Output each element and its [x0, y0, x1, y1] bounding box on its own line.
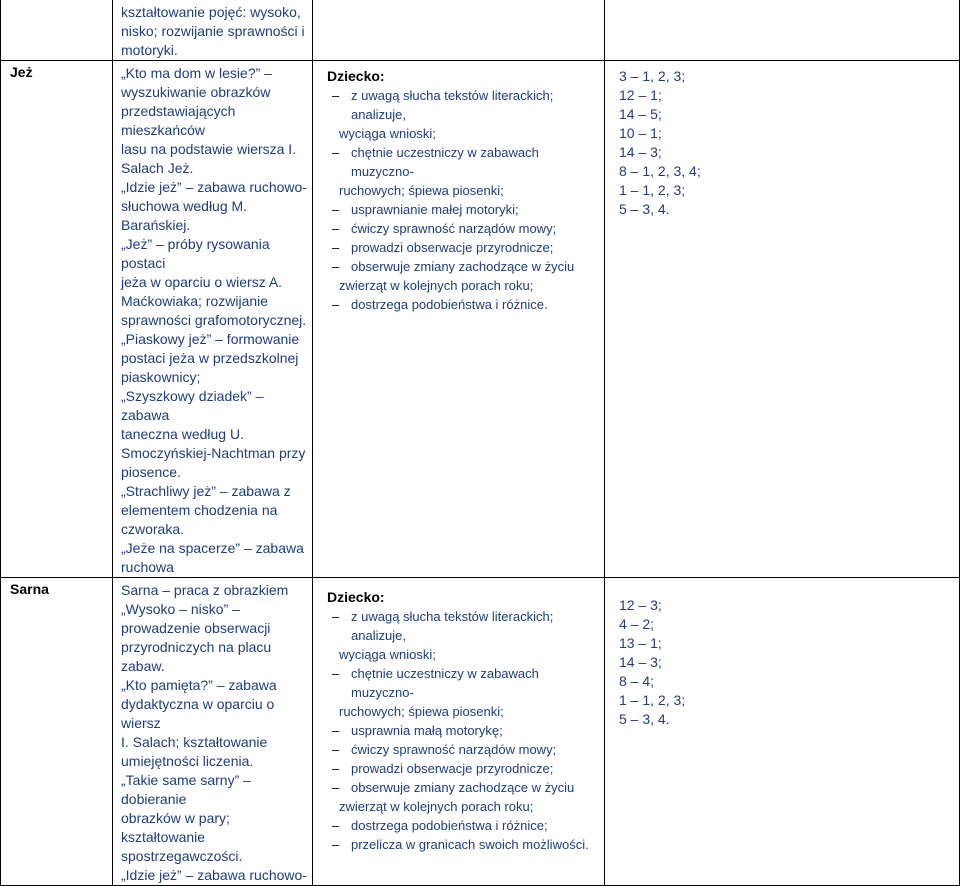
goal-item: – przelicza w granicach swoich możliwości.	[327, 835, 604, 854]
goal-item: – dostrzega podobieństwa i różnice;	[327, 816, 604, 835]
activity-line: przyrodniczych na placu zabaw.	[121, 639, 272, 674]
topic-cell	[1, 578, 113, 886]
activity-line: umiejętności liczenia.	[121, 753, 254, 769]
curriculum-code: 14 – 3;	[619, 144, 662, 160]
goal-item: – chętnie uczestniczy w zabawach muzyczno-	[327, 143, 604, 181]
curriculum-code: 5 – 3, 4.	[619, 711, 670, 727]
curriculum-code: 13 – 1;	[619, 635, 662, 651]
activity-line: wyszukiwanie obrazków	[121, 84, 271, 100]
goal-item: – obserwuje zmiany zachodzące w życiu	[327, 778, 604, 797]
curriculum-code: 3 – 1, 2, 3;	[619, 68, 686, 84]
curriculum-code: 12 – 1;	[619, 87, 662, 103]
activity-line: elementem chodzenia na	[121, 502, 278, 518]
activities-cell	[113, 578, 313, 886]
activity-line: Salach Jeż.	[121, 160, 194, 176]
activity-line: „Kto pamięta?” – zabawa	[121, 677, 277, 693]
activity-line: dydaktyczna w oparciu o wiersz	[121, 696, 275, 731]
activity-line: prowadzenie obserwacji	[121, 620, 271, 636]
goal-item: wyciąga wnioski;	[339, 647, 436, 662]
goal-item: – ćwiczy sprawność narządów mowy;	[327, 740, 604, 759]
activity-line: czworaka.	[121, 521, 185, 537]
goals-label: Dziecko:	[327, 68, 385, 84]
curriculum-code: 8 – 4;	[619, 673, 655, 689]
goals-label: Dziecko:	[327, 589, 385, 605]
goal-item: zwierząt w kolejnych porach roku;	[339, 799, 534, 814]
activity-line: motoryki.	[121, 42, 178, 58]
activity-line: sprawności grafomotorycznej.	[121, 312, 307, 328]
table-row	[1, 0, 960, 61]
curriculum-codes-cell	[605, 578, 960, 886]
activity-line: piaskownicy;	[121, 369, 201, 385]
goal-item: – dostrzega podobieństwa i różnice.	[327, 295, 604, 314]
curriculum-code: 8 – 1, 2, 3, 4;	[619, 163, 701, 179]
goals-list	[327, 607, 604, 854]
activity-line: taneczna według U.	[121, 426, 244, 442]
curriculum-codes-cell	[605, 0, 960, 61]
curriculum-code: 1 – 1, 2, 3;	[619, 182, 686, 198]
activity-line: „Jeż” – próby rysowania postaci	[121, 236, 270, 271]
goals-cell	[313, 61, 605, 578]
goals-cell	[313, 578, 605, 886]
activity-line: obrazków w pary; kształtowanie	[121, 810, 230, 845]
topic-cell	[1, 0, 113, 61]
activity-line: słuchowa według M. Barańskiej.	[121, 198, 248, 233]
activities-cell	[113, 0, 313, 61]
goal-item: ruchowych; śpiewa piosenki;	[339, 183, 504, 198]
activity-line: „Kto ma dom w lesie?” –	[121, 65, 272, 81]
activity-line: kształtowanie pojęć: wysoko,	[121, 4, 301, 20]
goal-item: – prowadzi obserwacje przyrodnicze;	[327, 238, 604, 257]
goal-item: – ćwiczy sprawność narządów mowy;	[327, 219, 604, 238]
goal-item: – z uwagą słucha tekstów literackich; analizuje,	[327, 607, 604, 645]
activity-line: przedstawiających mieszkańców	[121, 103, 236, 138]
goal-item: – usprawnia małą motorykę;	[327, 721, 604, 740]
activity-line: postaci jeża w przedszkolnej	[121, 350, 299, 366]
activity-line: „Szyszkowy dziadek” – zabawa	[121, 388, 264, 423]
activity-line: Smoczyńskiej-Nachtman przy	[121, 445, 306, 461]
activity-line: Sarna – praca z obrazkiem	[121, 582, 289, 598]
activity-line: „Jeże na spacerze” – zabawa	[121, 540, 304, 556]
activity-line: „Takie same sarny” – dobieranie	[121, 772, 251, 807]
activity-line: „Piaskowy jeż” – formowanie	[121, 331, 300, 347]
goals-cell	[313, 0, 605, 61]
activity-line: „Idzie jeż” – zabawa ruchowo-	[121, 179, 307, 195]
goal-item: wyciąga wnioski;	[339, 126, 436, 141]
goals-list	[327, 86, 604, 314]
curriculum-code: 12 – 3;	[619, 597, 662, 613]
goal-item: – z uwagą słucha tekstów literackich; analizuje,	[327, 86, 604, 124]
activity-line: „Wysoko – nisko” –	[121, 601, 240, 617]
goal-item: – obserwuje zmiany zachodzące w życiu	[327, 257, 604, 276]
activities-cell	[113, 61, 313, 578]
goal-item: ruchowych; śpiewa piosenki;	[339, 704, 504, 719]
activity-line: I. Salach; kształtowanie	[121, 734, 268, 750]
curriculum-code: 1 – 1, 2, 3;	[619, 692, 686, 708]
topic-cell	[1, 61, 113, 578]
activity-line: lasu na podstawie wiersza I.	[121, 141, 297, 157]
activity-line: „Idzie jeż” – zabawa ruchowo-	[121, 867, 307, 883]
goal-item: – chętnie uczestniczy w zabawach muzyczno-	[327, 664, 604, 702]
topic-label: Sarna	[10, 581, 49, 597]
curriculum-code: 4 – 2;	[619, 616, 655, 632]
table-row	[1, 61, 960, 578]
topic-label: Jeż	[10, 64, 33, 80]
curriculum-code: 5 – 3, 4.	[619, 201, 670, 217]
curriculum-codes-cell	[605, 61, 960, 578]
goal-item: – prowadzi obserwacje przyrodnicze;	[327, 759, 604, 778]
activity-line: „Strachliwy jeż” – zabawa z	[121, 483, 291, 499]
goal-item: zwierząt w kolejnych porach roku;	[339, 278, 534, 293]
curriculum-code: 14 – 5;	[619, 106, 662, 122]
activity-line: spostrzegawczości.	[121, 848, 243, 864]
activity-line: ruchowa	[121, 559, 174, 575]
goal-item: – usprawnianie małej motoryki;	[327, 200, 604, 219]
curriculum-code: 14 – 3;	[619, 654, 662, 670]
activity-line: nisko; rozwijanie sprawności i	[121, 23, 305, 39]
activity-line: jeża w oparciu o wiersz A.	[121, 274, 283, 290]
activity-line: Maćkowiaka; rozwijanie	[121, 293, 269, 309]
table-row	[1, 578, 960, 886]
activity-line: piosence.	[121, 464, 181, 480]
curriculum-code: 10 – 1;	[619, 125, 662, 141]
